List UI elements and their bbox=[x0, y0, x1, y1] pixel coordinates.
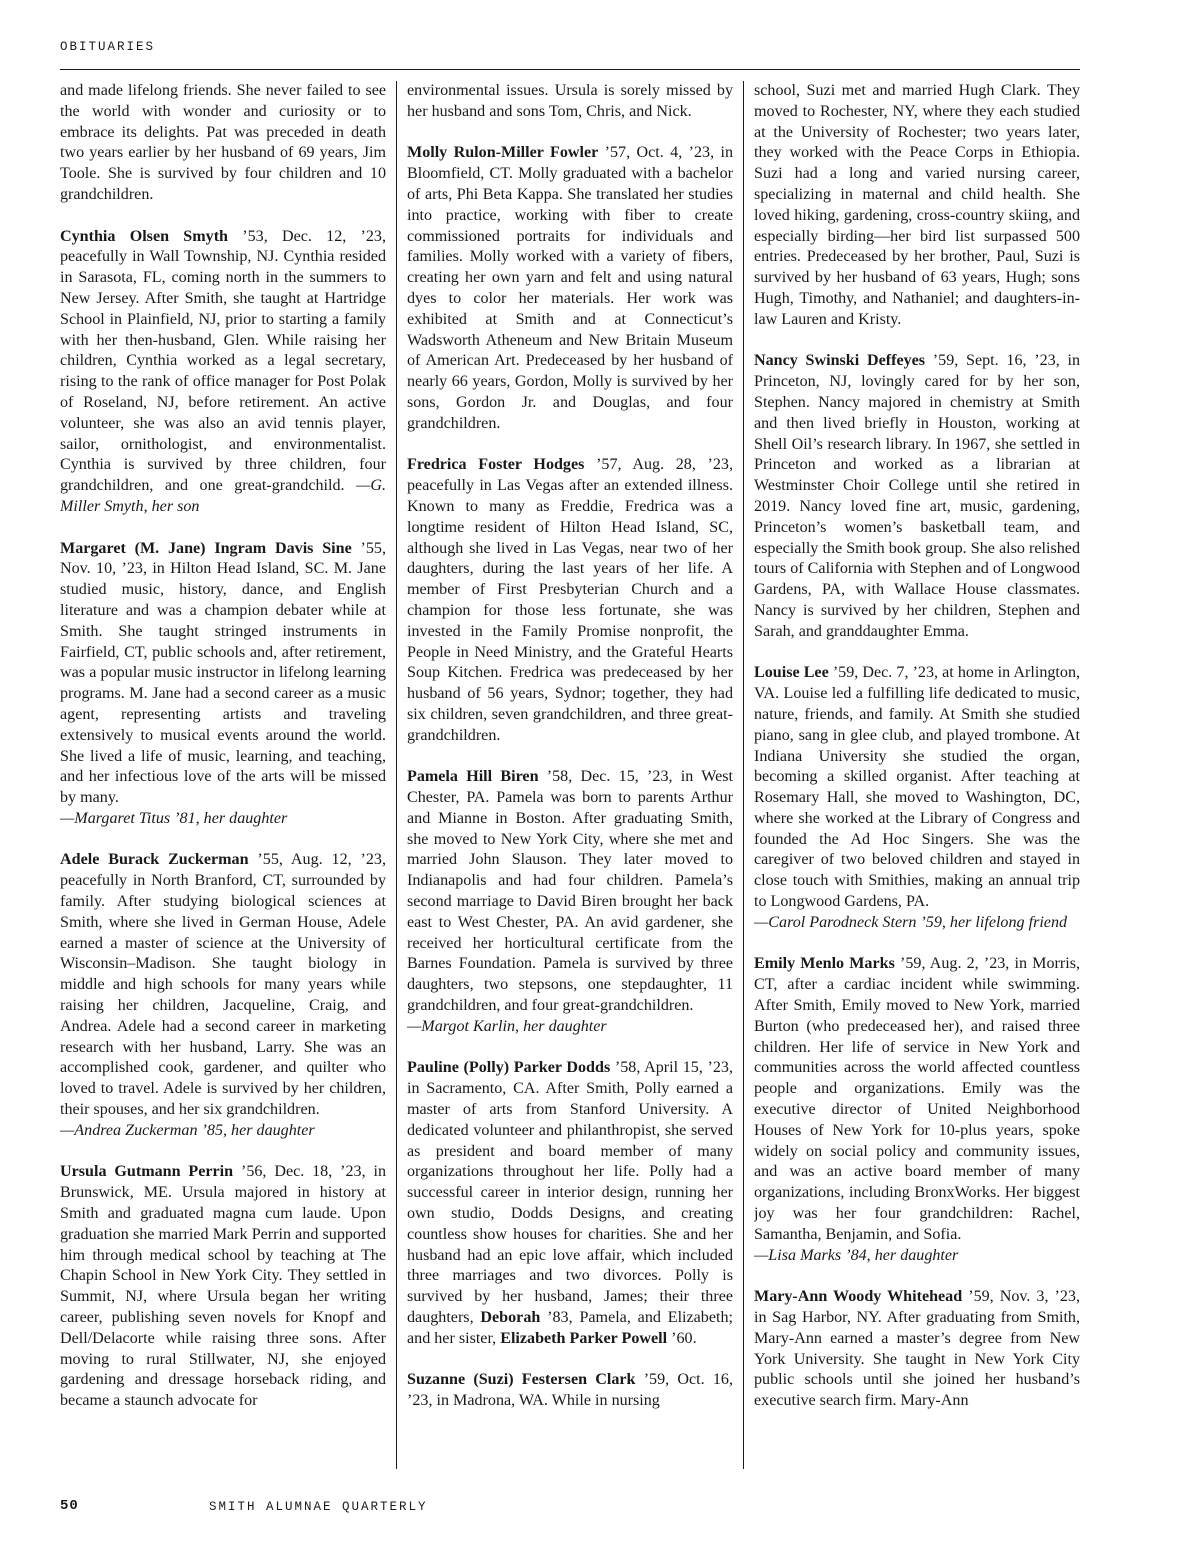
obituary-name: Louise Lee bbox=[754, 664, 829, 682]
obituary-text: ’57, Aug. 28, ’23, peacefully in Las Vegas after an extended illness. Known to many as Freddie, Fredrica was a longtime resident of Hilton Head Island, SC, although she lived in Las Vegas, near two of her daughters, during the last years of her life. A member of First Presbyterian Church and a champion for those less fortunate, she was invested in the Family Promise nonprofit, the People in Need Ministry, and the Grateful Hearts Soup Kitchen. Fredrica was predeceased by her husband of 56 years, Sydnor; together, they had six children, seven grandchildren, and three great-grandchildren. bbox=[407, 456, 733, 744]
obituary-entry bbox=[60, 227, 386, 518]
obituary-entry bbox=[407, 455, 733, 746]
obituary-name: Margaret (M. Jane) Ingram Davis Sine bbox=[60, 539, 352, 557]
obituary-text: ’83, Pamela, and Elizabeth; and her sister, bbox=[407, 1309, 733, 1347]
obituary-text: and made lifelong friends. She never failed to see the world with wonder and curiosity or to embrace its delights. Pat was preceded in death two years earlier by her husband of 69 years, Jim Toole. She is survived by four children and 10 grandchildren. bbox=[60, 82, 386, 203]
column-divider bbox=[743, 81, 744, 1469]
obituary-entry bbox=[754, 663, 1080, 933]
obituary-entry bbox=[60, 81, 386, 206]
relative-name: Elizabeth Parker Powell bbox=[500, 1329, 668, 1347]
obituary-entry bbox=[754, 351, 1080, 642]
publication-name: SMITH ALUMNAE QUARTERLY bbox=[209, 1500, 428, 1514]
obituary-entry bbox=[60, 850, 386, 1141]
top-rule bbox=[60, 69, 1080, 70]
obituary-name: Emily Menlo Marks bbox=[754, 955, 895, 973]
section-label: OBITUARIES bbox=[60, 40, 156, 54]
column-divider bbox=[396, 81, 397, 1469]
obituary-name: Suzanne (Suzi) Festersen Clark bbox=[407, 1371, 636, 1389]
obituary-signature: —Andrea Zuckerman ’85, her daughter bbox=[60, 1121, 315, 1139]
obituary-text: ’60. bbox=[667, 1329, 697, 1347]
page-number: 50 bbox=[60, 1498, 79, 1514]
obituary-text: ’56, Dec. 18, ’23, in Brunswick, ME. Ursula majored in history at Smith and graduated magna cum laude. Upon graduation she married Mark Perrin and supported him through medical school by teaching at The Chapin School in New York City. They settled in Summit, NJ, where Ursula began her writing career, publishing seven novels for Knopf and Dell/Delacorte while raising three sons. After moving to rural Stillwater, NJ, she enjoyed gardening and dressage horseback riding, and became a staunch advocate for bbox=[60, 1163, 386, 1410]
obituary-name: Cynthia Olsen Smyth bbox=[60, 227, 228, 245]
obituary-signature: —Margot Karlin, her daughter bbox=[407, 1017, 607, 1035]
obituary-entry bbox=[407, 1058, 733, 1349]
obituary-signature: —Margaret Titus ’81, her daughter bbox=[60, 809, 288, 827]
column-2 bbox=[407, 81, 733, 1469]
obituary-text: ’55, Nov. 10, ’23, in Hilton Head Island, SC. M. Jane studied music, history, dance, and English literature and was a champion debater while at Smith. She taught stringed instruments in Fairfield, CT, public schools and, after retirement, was a popular music instructor in lifelong learning programs. M. Jane had a second career as a music agent, representing artists and traveling extensively to musical events around the world. She lived a life of music, learning, and teaching, and her infectious love of the arts will be missed by many. bbox=[60, 539, 386, 807]
column-1 bbox=[60, 81, 386, 1469]
obituary-entry bbox=[60, 1162, 386, 1412]
obituary-name: Ursula Gutmann Perrin bbox=[60, 1163, 234, 1181]
obituary-text: ’59, Aug. 2, ’23, in Morris, CT, after a cardiac incident while swimming. After Smith, Emily moved to New York, married Burton (who predeceased her), and raised three children. Her life of service in New York and communities across the world affected countless people and organizations. Emily was the executive director of United Neighborhood Houses of New York for 10-plus years, spoke widely on social policy and community issues, and was an active board member of many organizations, including BronxWorks. Her biggest joy was her four grandchildren: Rachel, Samantha, Benjamin, and Sofia. bbox=[754, 955, 1080, 1243]
obituary-name: Adele Burack Zuckerman bbox=[60, 851, 249, 869]
obituary-entry bbox=[407, 767, 733, 1037]
column-3 bbox=[754, 81, 1080, 1469]
obituary-text: ’59, Dec. 7, ’23, at home in Arlington, VA. Louise led a fulfilling life dedicated to music, nature, friends, and family. At Smith she studied piano, sang in glee club, and played trombone. At Indiana University she studied the organ, becoming a skilled organist. After teaching at Rosemary Hall, she moved to Washington, DC, where she worked at the Library of Congress and founded the Ad Hoc Singers. She was the caregiver of two beloved children and stayed in close touch with Smithies, making an annual trip to Longwood Gardens, PA. bbox=[754, 664, 1080, 911]
obituary-text: school, Suzi met and married Hugh Clark. They moved to Rochester, NY, where they each studied at the University of Rochester; two years later, they worked with the Peace Corps in Ethiopia. Suzi had a long and varied nursing career, specializing in maternal and child health. She loved hiking, gardening, cross-country skiing, and especially birding—her bird list surpassed 500 entries. Predeceased by her brother, Paul, Suzi is survived by her husband of 63 years, Hugh; sons Hugh, Timothy, and Nathaniel; and daughters-in-law Lauren and Kristy. bbox=[754, 82, 1080, 328]
relative-name: Deborah bbox=[480, 1309, 541, 1327]
obituary-entry bbox=[754, 81, 1080, 331]
obituary-name: Nancy Swinski Deffeyes bbox=[754, 352, 926, 370]
obituary-text: ’59, Sept. 16, ’23, in Princeton, NJ, lovingly cared for by her son, Stephen. Nancy majored in chemistry at Smith and then lived briefly in Houston, working at Shell Oil’s research library. In 1967, she settled in Princeton and worked as a librarian at Westminster Choir College until she retired in 2019. Nancy loved fine art, music, gardening, Princeton’s women’s basketball team, and especially the Smith book group. She also relished tours of California with Stephen and of Longwood Gardens, PA, with Wallace House classmates. Nancy is survived by her children, Stephen and Sarah, and granddaughter Emma. bbox=[754, 352, 1080, 640]
obituary-name: Molly Rulon-Miller Fowler bbox=[407, 144, 599, 162]
obituary-entry bbox=[754, 1287, 1080, 1412]
obituary-name: Pamela Hill Biren bbox=[407, 768, 539, 786]
obituary-signature: —G. Miller Smyth, her son bbox=[60, 477, 386, 515]
obituary-text: ’57, Oct. 4, ’23, in Bloomfield, CT. Molly graduated with a bachelor of arts, Phi Beta Kappa. She translated her studies into practice, working with fiber to create commissioned portraits for individuals and families. Molly worked with a variety of fibers, creating her own yarn and felt and using natural dyes to color her materials. Her work was exhibited at Smith and at Connecticut’s Wadsworth Atheneum and New Britain Museum of American Art. Predeceased by her husband of nearly 66 years, Gordon, Molly is survived by her sons, Gordon Jr. and Douglas, and four grandchildren. bbox=[407, 144, 733, 432]
obituary-entry bbox=[754, 954, 1080, 1266]
obituary-name: Pauline (Polly) Parker Dodds bbox=[407, 1059, 611, 1077]
obituary-text: ’55, Aug. 12, ’23, peacefully in North Branford, CT, surrounded by family. After studying biological sciences at Smith, where she lived in German House, Adele earned a master of science at the University of Wisconsin–Madison. She taught biology in middle and high schools for many years while raising her children, Jacqueline, Craig, and Andrea. Adele had a second career in marketing research with her husband, Larry. She was an accomplished cook, gardener, and quilter who loved to travel. Adele is survived by her children, their spouses, and her six grandchildren. bbox=[60, 851, 386, 1119]
obituary-text: ’58, April 15, ’23, in Sacramento, CA. After Smith, Polly earned a master of arts from Stanford University. A dedicated volunteer and philanthropist, she served as president and board member of many organizations throughout her life. Polly had a successful career in interior design, running her own studio, Dodds Designs, and creating countless show houses for charities. She and her husband had an epic love affair, which included three marriages and two divorces. Polly is survived by her husband, James; their three daughters, bbox=[407, 1059, 733, 1327]
obituary-entry bbox=[407, 143, 733, 434]
obituary-text: environmental issues. Ursula is sorely missed by her husband and sons Tom, Chris, and Nick. bbox=[407, 82, 733, 120]
obituary-text: ’59, Nov. 3, ’23, in Sag Harbor, NY. After graduating from Smith, Mary-Ann earned a master’s degree from New York University. She taught in New York City public schools until she joined her husband’s executive search firm. Mary-Ann bbox=[754, 1288, 1080, 1410]
obituary-name: Mary-Ann Woody Whitehead bbox=[754, 1288, 963, 1306]
obituary-text: ’59, Oct. 16, ’23, in Madrona, WA. While in nursing bbox=[407, 1371, 733, 1410]
obituary-entry bbox=[60, 539, 386, 830]
obituary-text: ’53, Dec. 12, ’23, peacefully in Wall Township, NJ. Cynthia resided in Sarasota, FL, coming north in the summers to New Jersey. After Smith, she taught at Hartridge School in Plainfield, NJ, prior to starting a family with her then-husband, Glen. While raising her children, Cynthia worked as a legal secretary, rising to the rank of office manager for Post Polak of Roseland, NJ, before retirement. An active volunteer, she was also an avid tennis player, sailor, ornithologist, and environmentalist. Cynthia is survived by three children, four grandchildren, and one great-grandchild. bbox=[60, 227, 386, 495]
obituary-entry bbox=[407, 1370, 733, 1412]
obituary-signature: —Carol Parodneck Stern ’59, her lifelong friend bbox=[754, 913, 1068, 931]
obituary-entry bbox=[407, 81, 733, 123]
obituary-name: Fredrica Foster Hodges bbox=[407, 456, 585, 474]
obituary-text: ’58, Dec. 15, ’23, in West Chester, PA. Pamela was born to parents Arthur and Mianne in Boston. After graduating Smith, she moved to New York City, where she met and married John Slauson. They later moved to Indianapolis and had four children. Pamela’s second marriage to David Biren brought her back east to West Chester, PA. An avid gardener, she received her horticultural certificate from the Barnes Foundation. Pamela is survived by three daughters, two stepsons, one stepdaughter, 11 grandchildren, and four great-grandchildren. bbox=[407, 768, 733, 1015]
columns bbox=[60, 81, 1080, 1469]
obituary-signature: —Lisa Marks ’84, her daughter bbox=[754, 1246, 959, 1264]
